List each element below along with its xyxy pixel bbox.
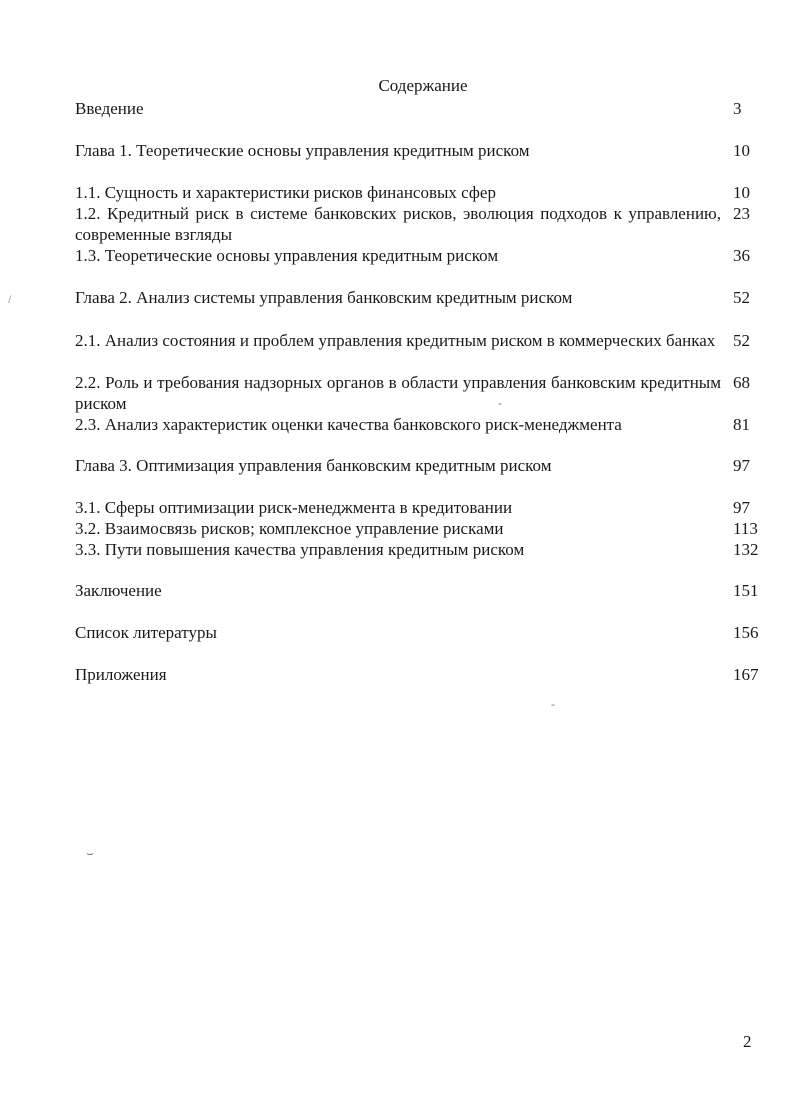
toc-entry-page: 151 xyxy=(733,581,759,600)
toc-entry-text: Заключение xyxy=(75,581,162,600)
toc-entry-page: 23 xyxy=(733,204,750,223)
toc-entry-page: 3 xyxy=(733,99,742,118)
toc-entry-3-3 xyxy=(75,539,761,560)
toc-entry-page: 68 xyxy=(733,373,750,392)
toc-entry-text: 2.1. Анализ состояния и проблем управления кредитным риском в коммерческих банках xyxy=(75,331,716,350)
scan-speck: - xyxy=(498,396,502,410)
toc-entry-3-2 xyxy=(75,518,761,539)
toc-entry-chapter-3 xyxy=(75,455,761,476)
toc-entry-text: Глава 2. Анализ системы управления банковским кредитным риском xyxy=(75,288,573,307)
toc-entry-1-2 xyxy=(75,203,761,245)
toc-entry-2-2 xyxy=(75,372,761,414)
toc-entry-appendices xyxy=(75,664,761,685)
toc-entry-page: 97 xyxy=(733,498,750,517)
page-title: Содержание xyxy=(378,76,468,95)
toc-entry-text: 3.2. Взаимосвязь рисков; комплексное управление рисками xyxy=(75,519,504,538)
toc-entry-page: 167 xyxy=(733,665,759,684)
toc-entry-chapter-1 xyxy=(75,140,761,161)
toc-entry-page: 10 xyxy=(733,183,750,202)
toc-entry-page: 132 xyxy=(733,540,759,559)
toc-entry-page: 113 xyxy=(733,519,758,538)
scan-speck: / xyxy=(8,292,12,306)
toc-entry-page: 81 xyxy=(733,415,750,434)
toc-entry-bibliography xyxy=(75,622,761,643)
toc-entry-2-1 xyxy=(75,330,761,351)
scan-speck: ⌣ xyxy=(86,846,94,860)
toc-entry-page: 52 xyxy=(733,331,750,350)
scan-speck: - xyxy=(551,697,555,711)
toc-entry-page: 156 xyxy=(733,623,759,642)
toc-entry-text: 1.2. Кредитный риск в системе банковских рисков, эволюция подходов к управлению, современные взгляды xyxy=(75,204,721,244)
toc-entry-page: 10 xyxy=(733,141,750,160)
toc-entry-text: 2.2. Роль и требования надзорных органов в области управления банковским кредитным риском xyxy=(75,373,721,413)
toc-entry-text: 3.3. Пути повышения качества управления кредитным риском xyxy=(75,540,525,559)
toc-entry-text: 2.3. Анализ характеристик оценки качества банковского риск-менеджмента xyxy=(75,415,622,434)
toc-entry-text: Список литературы xyxy=(75,623,217,642)
toc-entry-text: 1.1. Сущность и характеристики рисков финансовых сфер xyxy=(75,183,496,202)
toc-entry-1-1 xyxy=(75,182,761,203)
toc-entry-3-1 xyxy=(75,497,761,518)
toc-entry-conclusion xyxy=(75,580,761,601)
page-number: 2 xyxy=(743,1032,752,1051)
toc-entry-text: Глава 1. Теоретические основы управления кредитным риском xyxy=(75,141,530,160)
toc-entry-text: 1.3. Теоретические основы управления кредитным риском xyxy=(75,246,499,265)
toc-entry-1-3 xyxy=(75,245,761,266)
toc-entry-text: Введение xyxy=(75,99,144,118)
toc-entry-text: Глава 3. Оптимизация управления банковским кредитным риском xyxy=(75,456,552,475)
toc-entry-page: 52 xyxy=(733,288,750,307)
toc-entry-introduction xyxy=(75,98,761,119)
toc-entry-text: 3.1. Сферы оптимизации риск-менеджмента в кредитовании xyxy=(75,498,513,517)
toc-entry-2-3 xyxy=(75,414,761,435)
toc-entry-page: 97 xyxy=(733,456,750,475)
toc-entry-page: 36 xyxy=(733,246,750,265)
toc-entry-chapter-2 xyxy=(75,287,761,308)
toc-entry-text: Приложения xyxy=(75,665,167,684)
